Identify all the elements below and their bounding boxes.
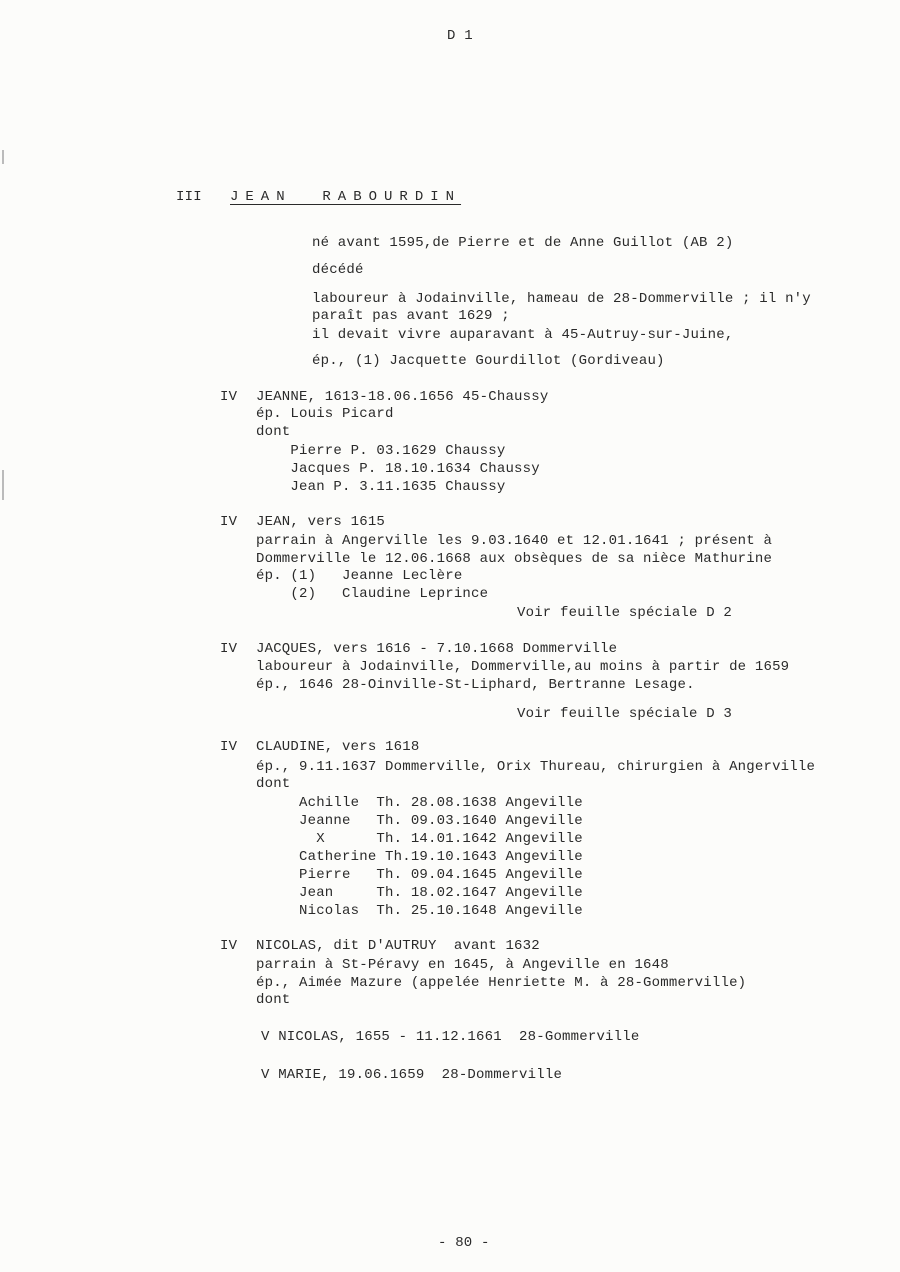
child-line: Pierre Th. 09.04.1645 Angeville	[256, 867, 583, 883]
child-line: ép., Aimée Mazure (appelée Henriette M. à 28-Gommerville)	[256, 975, 747, 991]
child-line: Nicolas Th. 25.10.1648 Angeville	[256, 903, 583, 919]
child-line: NICOLAS, dit D'AUTRUY avant 1632	[256, 938, 540, 954]
child-line: dont	[256, 424, 291, 440]
child-line: dont	[256, 992, 291, 1008]
child-generation: IV	[220, 514, 238, 530]
child-generation: IV	[220, 389, 238, 405]
child-line: JEAN, vers 1615	[256, 514, 386, 530]
child-generation: IV	[220, 641, 238, 657]
grandchild-line: V NICOLAS, 1655 - 11.12.1661 28-Gommerville	[261, 1029, 640, 1045]
child-line: ép., 9.11.1637 Dommerville, Orix Thureau, chirurgien à Angerville	[256, 759, 816, 775]
see-sheet-note: Voir feuille spéciale D 2	[517, 605, 733, 621]
child-generation: IV	[220, 938, 238, 954]
main-line: laboureur à Jodainville, hameau de 28-Dommerville ; il n'y	[312, 291, 811, 307]
scan-edge-mark	[2, 150, 4, 164]
scan-edge-mark	[2, 470, 4, 500]
child-line: Achille Th. 28.08.1638 Angeville	[256, 795, 583, 811]
child-line: Jeanne Th. 09.03.1640 Angeville	[256, 813, 583, 829]
main-line: né avant 1595,de Pierre et de Anne Guillot (AB 2)	[312, 235, 734, 251]
child-line: X Th. 14.01.1642 Angeville	[256, 831, 583, 847]
see-sheet-note: Voir feuille spéciale D 3	[517, 706, 733, 722]
child-line: Dommerville le 12.06.1668 aux obsèques de sa nièce Mathurine	[256, 551, 773, 567]
child-line: Jean P. 3.11.1635 Chaussy	[256, 479, 506, 495]
child-line: laboureur à Jodainville, Dommerville,au moins à partir de 1659	[256, 659, 790, 675]
child-line: Jacques P. 18.10.1634 Chaussy	[256, 461, 540, 477]
main-line: ép., (1) Jacquette Gourdillot (Gordiveau)	[312, 353, 665, 369]
child-line: JACQUES, vers 1616 - 7.10.1668 Dommerville	[256, 641, 618, 657]
main-line: décédé	[312, 262, 364, 278]
main-line: paraît pas avant 1629 ;	[312, 308, 510, 324]
child-line: ép., 1646 28-Oinville-St-Liphard, Bertranne Lesage.	[256, 677, 695, 693]
child-line: dont	[256, 776, 291, 792]
child-line: parrain à St-Péravy en 1645, à Angeville en 1648	[256, 957, 669, 973]
grandchild-line: V MARIE, 19.06.1659 28-Dommerville	[261, 1067, 563, 1083]
child-generation: IV	[220, 739, 238, 755]
child-line: CLAUDINE, vers 1618	[256, 739, 420, 755]
child-line: ép. Louis Picard	[256, 406, 394, 422]
child-line: JEANNE, 1613-18.06.1656 45-Chaussy	[256, 389, 549, 405]
child-line: Jean Th. 18.02.1647 Angeville	[256, 885, 583, 901]
child-line: ép. (1) Jeanne Leclère	[256, 568, 463, 584]
main-line: il devait vivre auparavant à 45-Autruy-sur-Juine,	[312, 327, 734, 343]
child-line: parrain à Angerville les 9.03.1640 et 12.01.1641 ; présent à	[256, 533, 773, 549]
child-line: Catherine Th.19.10.1643 Angeville	[256, 849, 583, 865]
child-line: Pierre P. 03.1629 Chaussy	[256, 443, 506, 459]
page-code: D 1	[447, 28, 473, 44]
main-name: JEAN RABOURDIN	[230, 189, 462, 205]
main-generation: III	[176, 189, 202, 205]
child-line: (2) Claudine Leprince	[256, 586, 489, 602]
page-number: - 80 -	[438, 1235, 490, 1251]
